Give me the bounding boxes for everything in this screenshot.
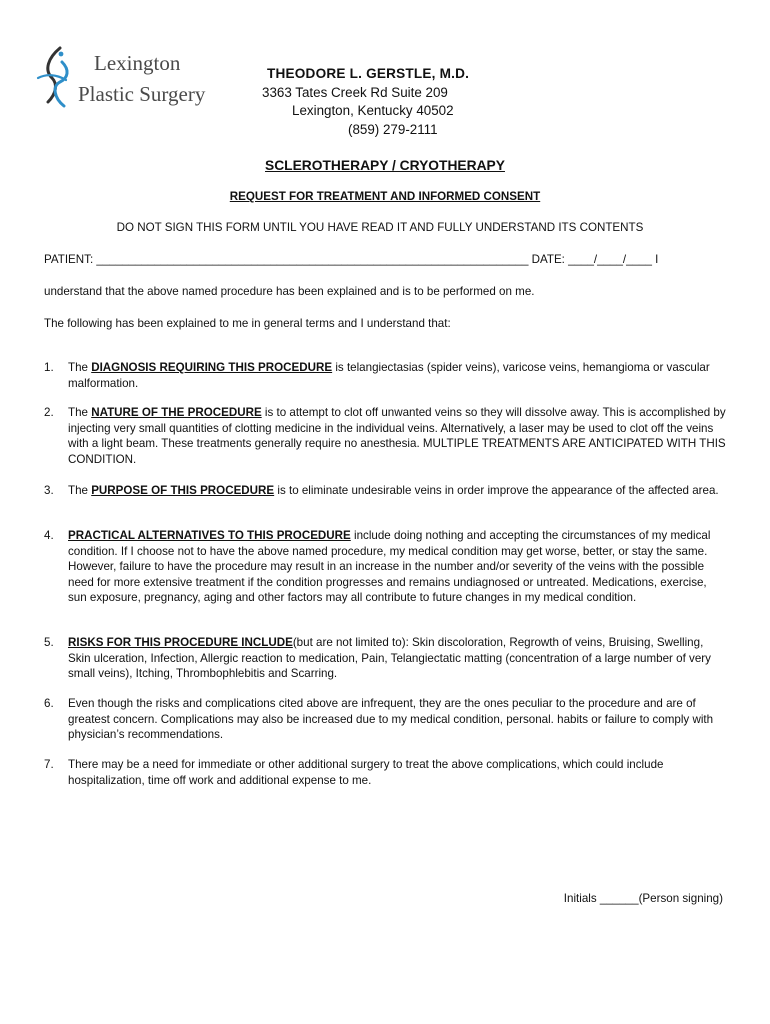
item-number: 5.	[44, 636, 54, 649]
item-heading: RISKS FOR THIS PROCEDURE INCLUDE	[68, 636, 293, 649]
item-text-pre: The	[68, 484, 92, 497]
item-text: include doing nothing and accepting the circumstances of my medical condition. If I choose not to have the above named procedure, my medical condition may get worse, better, or stay the same. However, failure to have the procedure may result in an increase in the number and/or severity of the veins with the possible need for more extensive treatment if the condition progresses and remains undiagnosed or untreated. Medications, exercise, sun exposure, pregnancy, aging and other factors may all contribute to future changes in my medical condition.	[68, 529, 711, 605]
item-text: There may be a need for immediate or other additional surgery to treat the above complications, which could include hospitalization, time off work and additional expense to me.	[68, 758, 664, 787]
item-number: 6.	[44, 697, 54, 710]
item-heading: PURPOSE OF THIS PROCEDURE	[91, 484, 275, 497]
item-text-pre: The	[68, 406, 92, 419]
doctor-city: Lexington, Kentucky 40502	[292, 103, 454, 118]
item-number: 2.	[44, 406, 54, 419]
item-text: is to eliminate undesirable veins in order improve the appearance of the affected area.	[274, 484, 719, 497]
consent-item	[44, 360, 728, 391]
item-text: Even though the risks and complications cited above are infrequent, they are the ones peculiar to the procedure and are of greatest concern. Complications may also be increased due to my medical condition, personal. habits or failure to comply with physician’s recommendations.	[68, 697, 714, 742]
item-number: 3.	[44, 484, 54, 497]
item-text: (but are not limited to): Skin discoloration, Regrowth of veins, Bruising, Swelling, Skin ulceration, Infection, Allergic reaction to medication, Pain, Telangiectatic matting (concentration of a large number of very small veins), Itching, Thrombophlebitis and Scarring.	[68, 636, 711, 681]
consent-item	[44, 405, 728, 467]
item-text: is telangiectasias (spider veins), varicose veins, hemangioma or vascular malformation.	[68, 361, 710, 390]
consent-item	[44, 696, 728, 743]
logo-text-line1: Lexington	[94, 51, 181, 75]
practice-logo	[30, 44, 230, 116]
signing-warning: DO NOT SIGN THIS FORM UNTIL YOU HAVE READ IT AND FULLY UNDERSTAND ITS CONTENTS	[116, 221, 644, 234]
item-number: 4.	[44, 529, 54, 542]
intro-statement: The following has been explained to me in general terms and I understand that:	[44, 317, 451, 330]
doctor-address: 3363 Tates Creek Rd Suite 209	[262, 85, 448, 100]
consent-item	[44, 528, 728, 606]
doctor-phone: (859) 279-2111	[348, 122, 438, 137]
item-heading: DIAGNOSIS REQUIRING THIS PROCEDURE	[91, 361, 333, 374]
understanding-statement: understand that the above named procedure has been explained and is to be performed on me.	[44, 285, 535, 298]
item-text: is to attempt to clot off unwanted veins so they will dissolve away. This is accomplished by injecting very small quantities of clotting medicine in the individual veins. Alternatively, a laser may be used to clot off the veins with a light beam. These treatments generally require no anesthesia. MULTIPLE TREATMENTS ARE ANTICIPATED WITH THIS CONDITION.	[68, 406, 726, 466]
item-number: 1.	[44, 361, 54, 374]
consent-item	[44, 757, 728, 788]
logo-text-line2: Plastic Surgery	[78, 82, 206, 106]
item-number: 7.	[44, 758, 54, 771]
item-heading: NATURE OF THE PROCEDURE	[91, 406, 262, 419]
initials-line: Initials ______(Person signing)	[563, 892, 723, 905]
patient-date-line: PATIENT: ___________________________________________________________________ DATE: ____/____/____ I	[44, 253, 659, 266]
consent-item	[44, 635, 728, 682]
doctor-name: THEODORE L. GERSTLE, M.D.	[267, 66, 470, 81]
form-subtitle: REQUEST FOR TREATMENT AND INFORMED CONSENT	[229, 190, 541, 203]
item-heading: PRACTICAL ALTERNATIVES TO THIS PROCEDURE	[68, 529, 351, 542]
item-text-pre: The	[68, 361, 92, 374]
consent-item	[44, 483, 728, 499]
form-title: SCLEROTHERAPY / CRYOTHERAPY	[265, 158, 505, 173]
stylized-figure-logo-icon	[30, 44, 78, 116]
